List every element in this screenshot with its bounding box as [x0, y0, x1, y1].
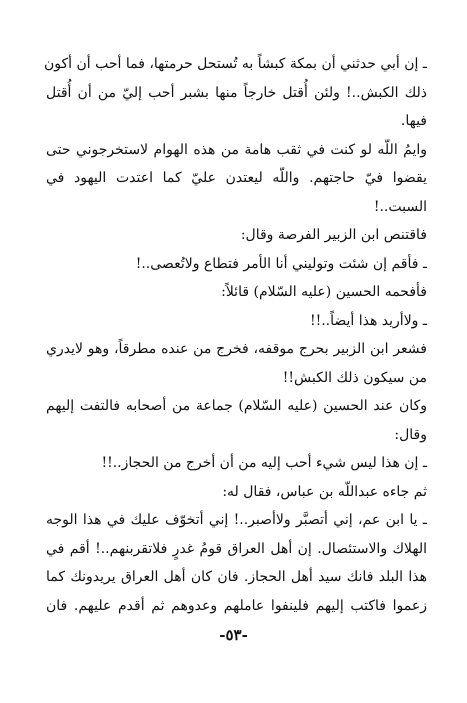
- text-line-7: فاقتنص ابن الزبير الفرصة وقال:: [240, 227, 427, 243]
- text-line-20: زعموا فاكتب إليهم فلينفوا عاملهم وعدوهم ثم أقدم عليهم. فان: [46, 597, 427, 614]
- text-line-10: ـ ولاأريد هذا أيضاً..!!: [309, 312, 427, 329]
- page-number: -٥٣-: [219, 626, 248, 644]
- text-line-17: ـ يا ابن عم، إني أتصبَّر ولاأصبر..! إني أتخوّف عليك في هذا الوجه: [46, 512, 427, 528]
- text-line-4: وايمُ اللّه لو كنت في ثقب هامة من هذه الهوام لاستخرجوني حتى: [46, 141, 427, 158]
- text-line-18: الهلاك والاستئصال. إن أهل العراق قومُ غدرٍ فلاتقربنهم..! أقم في: [46, 540, 427, 557]
- book-page-text: [46, 50, 427, 620]
- text-line-3: فيها.: [400, 113, 427, 129]
- text-line-13: وكان عند الحسين (عليه السّلام) جماعة من أصحابه فالتفت إليهم: [46, 398, 427, 414]
- text-line-15: ـ إن هذا ليس شيء أحب إليه من أن أخرج من الحجاز..!!: [101, 455, 427, 471]
- text-line-2: ذلك الكبش..! ولئن أُقتل خارجاً منها بشبر أحب إليّ من أن أُقتل: [46, 84, 427, 101]
- text-line-11: فشعر ابن الزبير بحرج موقفه، فخرج من عنده مطرقاً، وهو لايدري: [46, 341, 427, 357]
- text-line-6: السبت..!: [373, 198, 427, 215]
- text-line-19: هذا البلد فانك سيد أهل الحجاز. فان كان أهل العراق يريدونك كما: [46, 569, 427, 585]
- text-line-5: يقضوا فيّ حاجتهم. واللّه ليعتدن عليّ كما اعتدت اليهود في: [46, 170, 427, 186]
- text-line-8: ـ فأقم إن شئت وتوليني أنا الأمر فتطاع ولاتُعصى..!: [135, 255, 427, 272]
- text-line-14: وقال:: [394, 426, 427, 443]
- text-line-1: ـ إن أبي حدثني أن بمكة كبشاً به تُستحل حرمتها، فما أحب أن أكون: [44, 56, 427, 72]
- text-line-12: من سيكون ذلك الكبش!!: [282, 369, 427, 386]
- text-line-16: ثم جاءه عبداللّه بن عباس، فقال له:: [222, 483, 427, 500]
- text-line-9: فأفحمه الحسين (عليه السّلام) قائلاً:: [221, 284, 427, 300]
